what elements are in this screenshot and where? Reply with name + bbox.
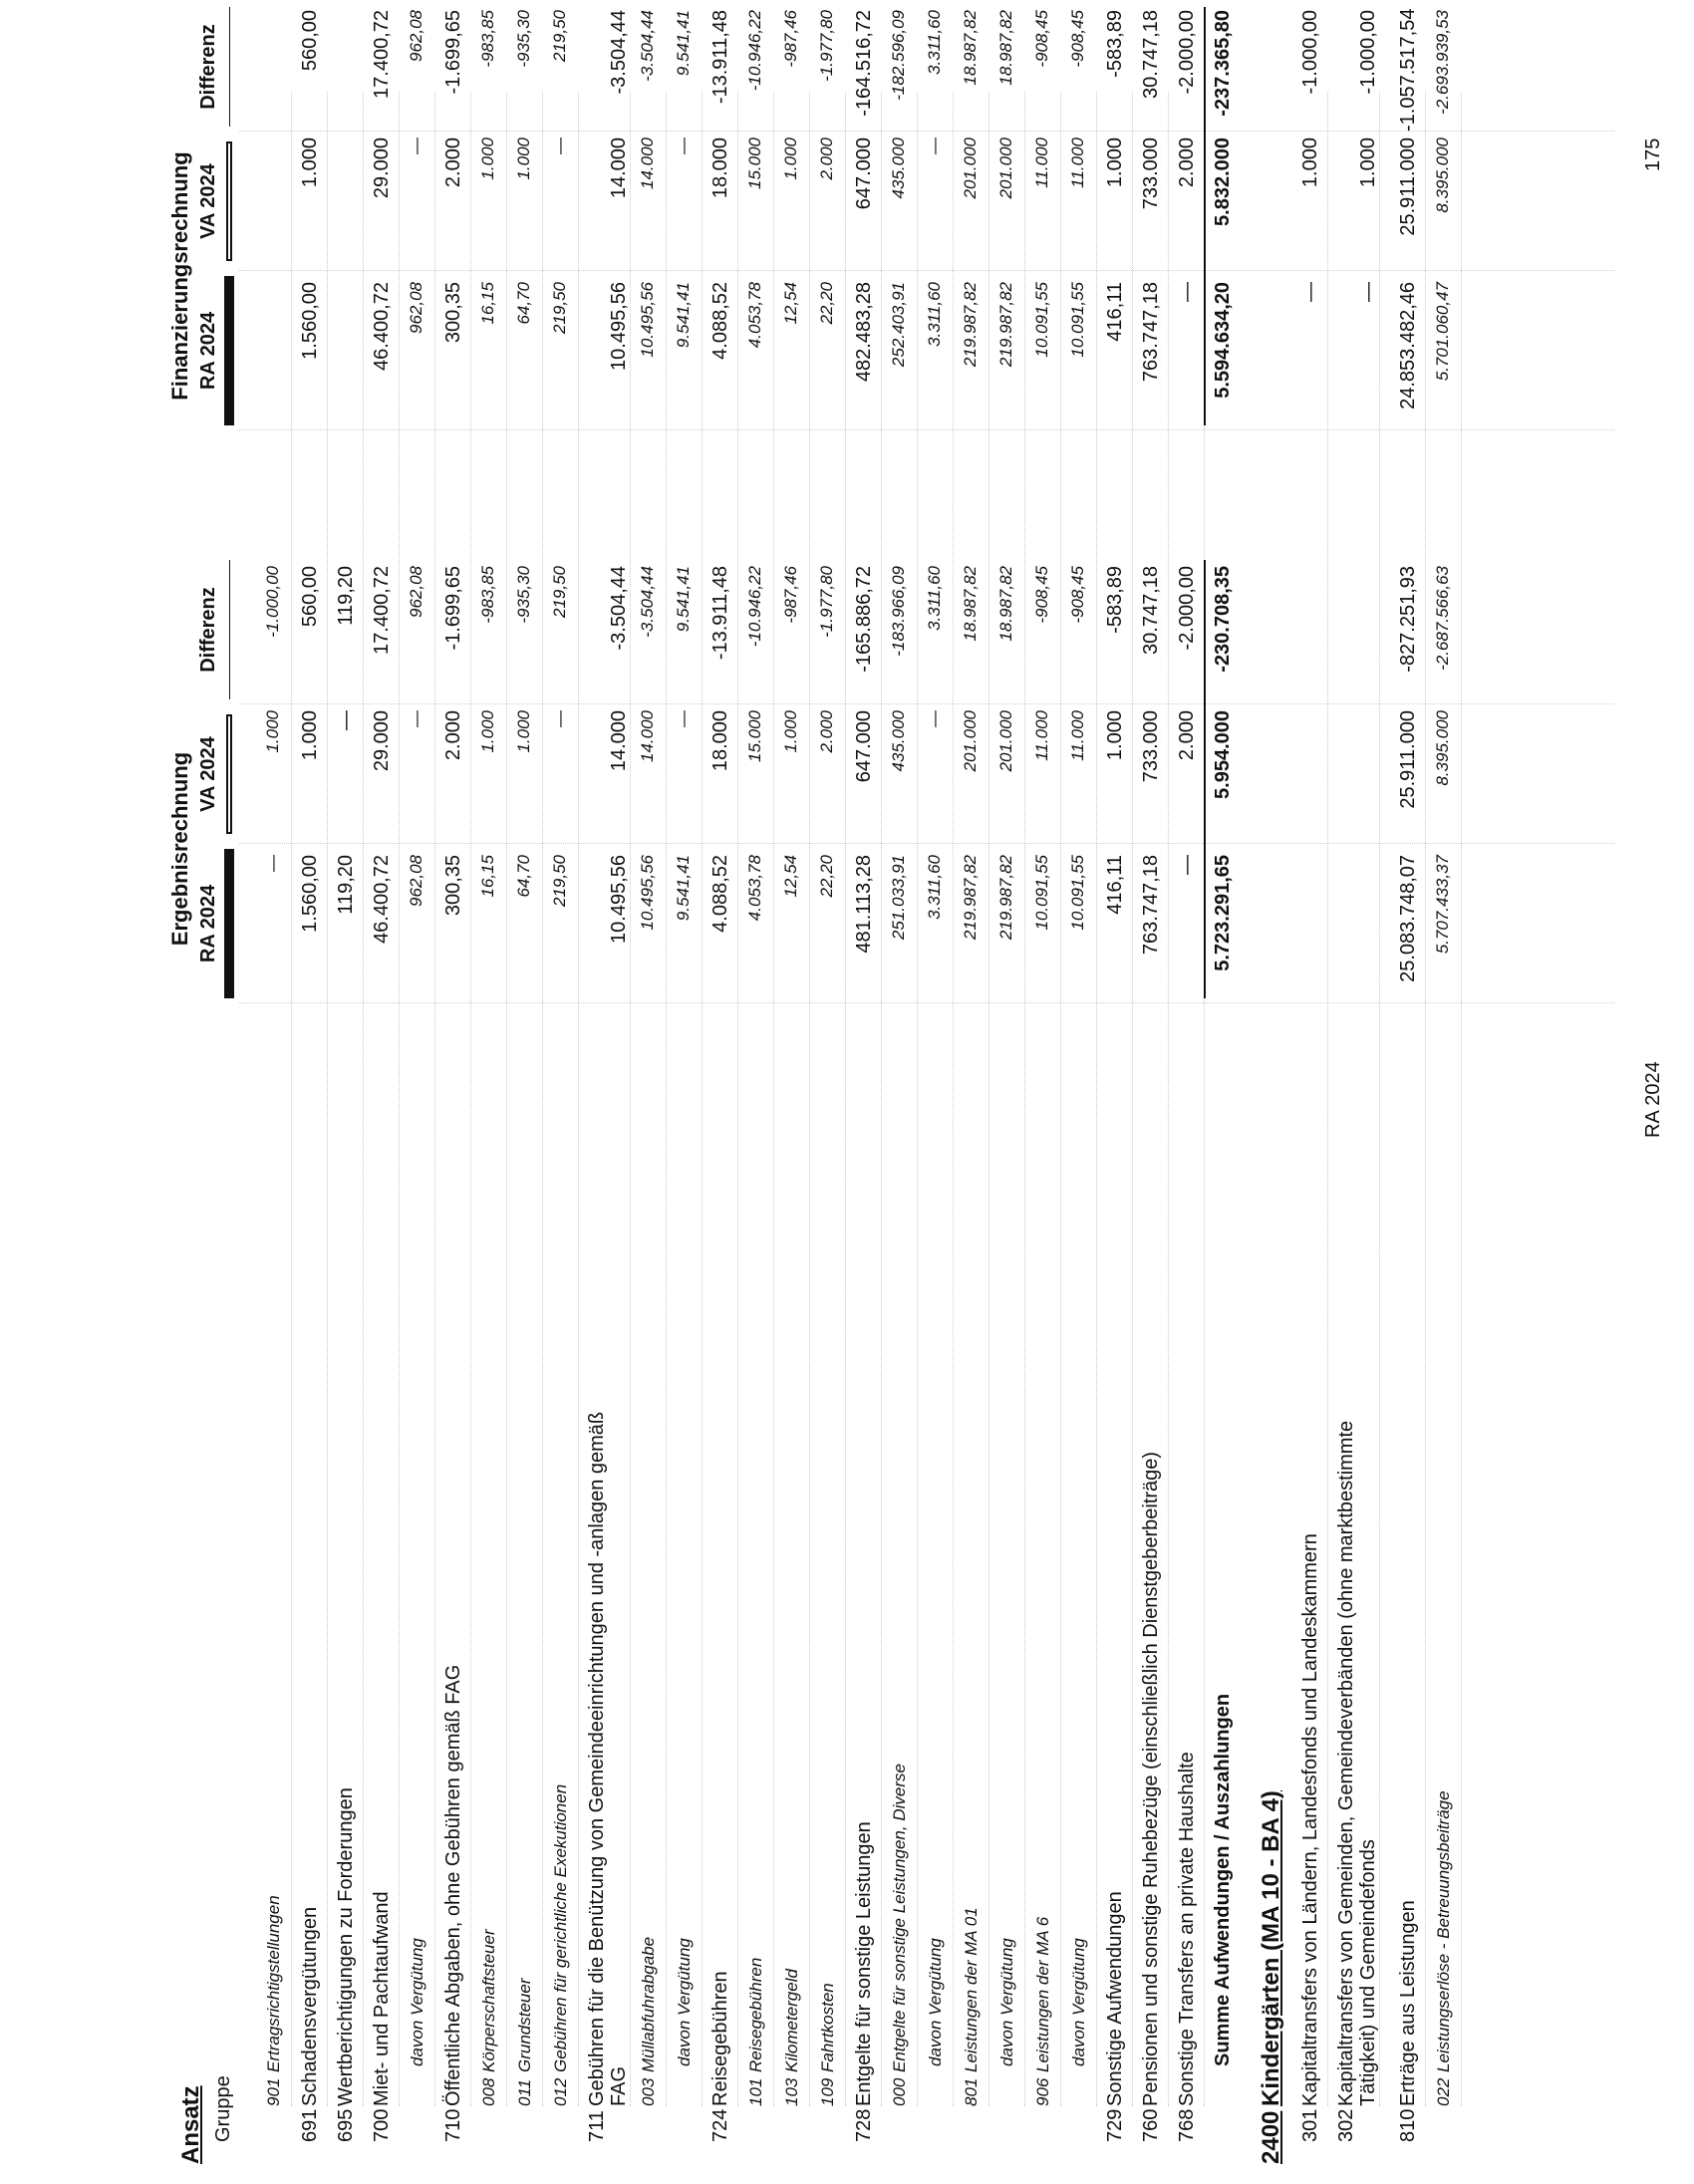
row-code: 768 [1176,2108,1198,2142]
f-diff-line [229,7,230,127]
ergebnis-diff-cell: -3.504,44 [608,566,630,651]
row-divider [988,92,989,2106]
finanzierung-header: Finanzierungsrechnung [167,151,192,401]
ergebnis-ra-cell: 416,11 [1104,855,1126,915]
row-label: Kapitaltransfers von Gemeinden, Gemeindeverbänden (ohne marktbestimmte [1335,1420,1357,2106]
finanz-va-cell: 1.000 [781,137,800,180]
finanz-diff-cell: 3.311,60 [925,10,944,75]
ergebnis-va-cell: 1.000 [514,710,533,753]
row-divider [1132,92,1133,2106]
ergebnis-ra-cell: 119,20 [335,855,357,915]
ergebnis-ra-cell: 25.083.748,07 [1397,855,1419,982]
finanz-va-cell: 733.000 [1140,137,1162,210]
ergebnis-diff-cell: -183.966,09 [889,566,908,657]
finanz-va-cell: 14.000 [638,137,657,189]
f-ra-bar [224,276,234,425]
finanz-diff-cell: -3.504,44 [608,10,630,95]
finanz-va-cell: 18.000 [709,137,731,199]
ergebnis-ra-cell: 10.091,55 [1032,855,1051,931]
finanz-diff-cell: 560,00 [299,10,321,72]
finanz-ra-cell: 5.594.634,20 [1212,282,1234,399]
finanz-diff-cell: -2.000,00 [1176,10,1198,95]
row-divider [845,92,846,2106]
ergebnis-diff-cell: -987,46 [781,566,800,624]
row-label: davon Vergütung [675,1938,694,2066]
finanz-va-cell: — [925,137,944,154]
finanz-diff-cell: -983,85 [478,10,497,68]
ergebnis-ra-cell: 219.987,82 [961,855,980,941]
finanz-ra-cell: 300,35 [442,282,464,344]
ergebnis-va-cell: — [674,710,693,727]
finanz-ra-cell: 219.987,82 [961,282,980,368]
ergebnis-va-cell: 14.000 [638,710,657,762]
finanz-ra-cell: — [1176,282,1198,302]
ergebnis-ra-cell: — [1176,855,1198,875]
finanz-va-cell: 2.000 [442,137,464,188]
row-divider [702,92,703,2106]
row-label: Kilometergeld [782,1969,801,2072]
finanz-ra-cell: 482.483,28 [853,282,875,383]
finanz-diff-cell: -1.000,00 [1299,10,1321,95]
row-code: 302 [1335,2108,1357,2142]
finanz-ra-cell: 10.091,55 [1032,282,1051,358]
ergebnis-va-cell: — [925,710,944,727]
ergebnis-va-cell: 1.000 [1104,710,1126,761]
ergebnis-diff-cell: 560,00 [299,566,321,628]
sep-1 [239,1002,1614,1003]
row-label-cont: Tätigkeit) und Gemeindefonds [1357,1839,1379,2106]
finanz-diff-cell: 9.541,41 [674,10,693,77]
row-label: Reisegebühren [709,1971,731,2106]
row-code: 695 [335,2108,357,2142]
finanz-va-cell: 1.000 [478,137,497,180]
ergebnis-diff-cell: -827.251,93 [1397,566,1419,673]
ergebnis-ra-cell: 4.053,78 [745,855,764,922]
finanz-va-cell: 11.000 [1032,137,1051,188]
finanz-ra-cell: 1.560,00 [299,282,321,360]
row-code: 301 [1299,2108,1321,2142]
section-code: 2400 [1258,2110,1284,2164]
ergebnis-va-cell: 647.000 [853,710,875,783]
ergebnis-ra-cell: 64,70 [514,855,533,898]
ergebnis-va-cell: — [407,710,425,727]
row-code: 724 [709,2108,731,2142]
ergebnis-diff-cell: -165.886,72 [853,566,875,673]
row-label: davon Vergütung [926,1938,945,2066]
e-col-ra: RA 2024 [197,884,219,963]
row-label: Gebühren für die Benützung von Gemeindeeinrichtungen und -anlagen gemäß [586,1411,608,2106]
ergebnis-diff-cell: -1.000,00 [263,566,282,638]
finanz-diff-cell: 18.987,82 [961,10,980,86]
ergebnis-diff-cell: 9.541,41 [674,566,693,633]
ergebnis-ra-cell: — [263,855,282,872]
row-subcode: 011 [515,2078,534,2106]
row-label: davon Vergütung [1069,1938,1088,2066]
ergebnis-diff-cell: 962,08 [407,566,425,618]
ergebnis-va-cell: 201.000 [961,710,980,772]
finanz-diff-cell: 17.400,72 [371,10,393,99]
finanz-va-cell: 1.000 [1357,137,1379,188]
row-divider [666,92,667,2106]
ergebnis-diff-cell: -1.977,80 [817,566,836,638]
row-label: Entgelte für sonstige Leistungen, Diverse [890,1764,909,2072]
ergebnis-va-cell: 11.000 [1032,710,1051,761]
ergebnis-diff-cell: 18.987,82 [961,566,980,642]
ergebnis-diff-cell: -230.708,35 [1212,566,1234,673]
row-label-cont: FAG [608,2065,630,2106]
finanz-diff-cell: 18.987,82 [996,10,1015,86]
ergebnis-ra-cell: 962,08 [407,855,425,907]
finanz-va-cell: 15.000 [745,137,764,189]
row-divider [399,92,400,2106]
row-divider [917,92,918,2106]
ergebnis-va-cell: 1.000 [781,710,800,753]
sep-4 [239,429,1614,430]
ergebnis-ra-cell: 46.400,72 [371,855,393,944]
row-label: Schadensvergütungen [299,1906,321,2106]
sum-label: Summe Aufwendungen / Auszahlungen [1212,1693,1234,2066]
finanz-va-cell: 1.000 [1104,137,1126,188]
ergebnis-ra-cell: 22,20 [817,855,836,898]
ergebnis-va-cell: 11.000 [1068,710,1087,761]
finanz-ra-cell: 24.853.482,46 [1397,282,1419,410]
finanz-va-cell: 2.000 [817,137,836,180]
finanz-diff-cell: -1.057.517,54 [1397,8,1419,132]
finanz-ra-cell: 10.091,55 [1068,282,1087,358]
finanz-diff-cell: -182.596,09 [889,10,908,101]
row-subcode: 008 [479,2077,498,2106]
ergebnis-va-cell: 15.000 [745,710,764,762]
row-divider [630,92,631,2106]
f-va-bar [226,141,232,261]
row-label: Ertragsrichtigstellungen [264,1895,283,2072]
row-label: Müllabfuhrabgabe [639,1936,658,2072]
row-divider [1379,92,1380,2106]
ergebnis-diff-cell: -3.504,44 [638,566,657,638]
finanz-va-cell: — [674,137,693,154]
ergebnis-ra-cell: 10.091,55 [1068,855,1087,931]
ergebnis-ra-cell: 12,54 [781,855,800,898]
ergebnis-diff-cell: -583,89 [1104,566,1126,634]
finanz-ra-cell: 219,50 [550,282,569,334]
finanz-diff-cell: -935,30 [514,10,533,68]
finanz-ra-cell: 12,54 [781,282,800,325]
row-code: 810 [1397,2108,1419,2142]
ergebnis-ra-cell: 300,35 [442,855,464,917]
ergebnis-diff-cell: 17.400,72 [371,566,393,655]
finanz-va-cell: 1.000 [299,137,321,188]
row-label: Grundsteuer [515,1978,534,2072]
ergebnis-diff-cell: -908,45 [1032,566,1051,624]
e-diff-line [229,560,230,699]
finanz-diff-cell: -10.946,22 [745,10,764,92]
finanz-va-cell: 25.911.000 [1397,137,1419,236]
row-divider [363,92,364,2106]
ergebnis-va-cell: 733.000 [1140,710,1162,783]
finanz-va-cell: 14.000 [608,137,630,199]
ergebnis-ra-cell: 3.311,60 [925,855,944,920]
row-label: Kapitaltransfers von Ländern, Landesfonds und Landeskammern [1299,1533,1321,2106]
finanz-diff-cell: 30.747,18 [1140,10,1162,99]
finanz-va-cell: 647.000 [853,137,875,210]
e-ra-bar [224,849,234,998]
row-divider [773,92,774,2106]
row-divider [327,92,328,2106]
ansatz-header: Ansatz [177,2085,204,2164]
ergebnis-va-cell: 14.000 [608,710,630,772]
ergebnis-diff-cell: -983,85 [478,566,497,624]
e-col-va: VA 2024 [197,736,219,812]
ergebnis-va-cell: 5.954.000 [1212,710,1234,799]
finanz-ra-cell: 763.747,18 [1140,282,1162,383]
ergebnis-diff-cell: -935,30 [514,566,533,624]
finanz-va-cell: 435.000 [889,137,908,199]
finanz-va-cell: — [550,137,569,154]
finanz-ra-cell: 3.311,60 [925,282,944,347]
row-divider [542,92,543,2106]
finanz-ra-cell: 64,70 [514,282,533,325]
row-divider [1327,92,1328,2106]
e-va-bar [226,714,232,834]
row-subcode: 012 [551,2077,570,2106]
finanz-diff-cell: 962,08 [407,10,425,62]
sum-rule-finanz [1204,7,1206,425]
finanz-va-cell: 29.000 [371,137,393,199]
finanz-ra-cell: — [1299,282,1321,302]
finanz-va-cell: — [407,137,425,154]
row-label: Leistungen der MA 6 [1033,1916,1052,2072]
ergebnis-ra-cell: 219.987,82 [996,855,1015,941]
row-divider [470,92,471,2106]
row-divider [1096,92,1097,2106]
row-code: 700 [371,2108,393,2142]
row-label: Leistungen der MA 01 [962,1907,981,2072]
row-divider [434,92,435,2106]
ergebnis-ra-cell: 10.495,56 [638,855,657,931]
row-label: Sonstige Transfers an private Haushalte [1176,1752,1198,2106]
finanz-diff-cell: -13.911,48 [709,10,731,105]
ergebnis-ra-cell: 16,15 [478,855,497,898]
row-divider [506,92,507,2106]
ergebnis-va-cell: 18.000 [709,710,731,772]
finanz-diff-cell: -987,46 [781,10,800,68]
finanz-ra-cell: 46.400,72 [371,282,393,371]
ergebnis-va-cell: 201.000 [996,710,1015,772]
finanz-ra-cell: 219.987,82 [996,282,1015,368]
finanz-va-cell: 201.000 [996,137,1015,199]
row-divider [809,92,810,2106]
ergebnis-va-cell: — [550,710,569,727]
ergebnis-ra-cell: 481.113,28 [853,855,875,954]
f-col-va: VA 2024 [197,163,219,239]
finanz-diff-cell: -1.977,80 [817,10,836,82]
finanz-ra-cell: 10.495,56 [638,282,657,358]
row-divider [291,92,292,2106]
ergebnis-diff-cell: 18.987,82 [996,566,1015,642]
ergebnis-ra-cell: 9.541,41 [674,855,693,922]
ergebnis-ra-cell: 251.033,91 [889,855,908,941]
ergebnis-va-cell: 1.000 [478,710,497,753]
row-subcode: 101 [746,2077,765,2106]
row-label: Öffentliche Abgaben, ohne Gebühren gemäß FAG [442,1664,464,2106]
finanz-ra-cell: 10.495,56 [608,282,630,371]
row-subcode: 003 [639,2077,658,2106]
row-divider [1168,92,1169,2106]
row-label: Erträge aus Leistungen [1397,1900,1419,2106]
row-subcode: 906 [1033,2077,1052,2106]
ergebnis-ra-cell: 1.560,00 [299,855,321,933]
finanz-va-cell: 2.000 [1176,137,1198,188]
row-label: Fahrtkosten [818,1983,837,2072]
ergebnis-va-cell: 2.000 [1176,710,1198,761]
row-divider [737,92,738,2106]
finanz-diff-cell: -3.504,44 [638,10,657,82]
finanz-diff-cell: -583,89 [1104,10,1126,78]
ergebnis-va-cell: 25.911.000 [1397,710,1419,809]
finanz-va-cell: 8.395.000 [1433,137,1452,213]
ergebnis-diff-cell: -13.911,48 [709,566,731,661]
ergebnis-diff-cell: -10.946,22 [745,566,764,648]
row-subcode: 109 [818,2077,837,2106]
finanz-va-cell: 1.000 [514,137,533,180]
finanz-va-cell: 5.832.000 [1212,137,1234,226]
finanz-ra-cell: 4.088,52 [709,282,731,360]
row-label: davon Vergütung [408,1938,426,2066]
finanz-diff-cell: -1.000,00 [1357,10,1379,95]
row-code: 711 [586,2110,608,2142]
row-label: Pensionen und sonstige Ruhebezüge (einschließlich Dienstgeberbeiträge) [1140,1451,1162,2106]
row-divider [953,92,954,2106]
ergebnis-diff-cell: 119,20 [335,566,357,626]
row-divider [1024,92,1025,2106]
finanz-diff-cell: -1.699,65 [442,10,464,95]
row-code: 729 [1104,2108,1126,2142]
ergebnis-va-cell: 2.000 [817,710,836,753]
ergebnis-diff-cell: -1.699,65 [442,566,464,651]
row-subcode: 000 [890,2077,909,2106]
ergebnis-va-cell: 1.000 [263,710,282,753]
finanz-va-cell: 1.000 [1299,137,1321,188]
f-col-ra: RA 2024 [197,311,219,391]
ergebnis-va-cell: 435.000 [889,710,908,772]
finanz-ra-cell: — [1357,282,1379,302]
f-col-diff: Differenz [197,24,219,110]
finanz-ra-cell: 4.053,78 [745,282,764,349]
ergebnis-diff-cell: 30.747,18 [1140,566,1162,655]
ergebnis-ra-cell: 4.088,52 [709,855,731,933]
ergebnis-ra-cell: 219,50 [550,855,569,907]
row-label: Miet- und Pachtaufwand [371,1891,393,2106]
finanz-diff-cell: -237.365,80 [1212,10,1234,117]
row-label: Leistungserlöse - Betreuungsbeiträge [1434,1790,1453,2072]
row-label: Wertberichtigungen zu Forderungen [335,1787,357,2106]
ergebnis-diff-cell: -2.687.566,63 [1433,566,1452,671]
row-label: Körperschaftsteuer [479,1929,498,2072]
ergebnis-header: Ergebnisrechnung [167,751,192,947]
row-label: Gebühren für gerichtliche Exekutionen [551,1783,570,2072]
row-code: 728 [853,2108,875,2142]
row-subcode: 022 [1434,2077,1453,2106]
ergebnis-ra-cell: 10.495,56 [608,855,630,944]
row-divider [578,92,579,2106]
finanz-ra-cell: 9.541,41 [674,282,693,349]
row-subcode: 901 [264,2077,283,2106]
ergebnis-va-cell: 2.000 [442,710,464,761]
finanz-diff-cell: -908,45 [1068,10,1087,68]
finanz-diff-cell: -908,45 [1032,10,1051,68]
gruppe-header: Gruppe [212,2075,234,2142]
finanz-diff-cell: -164.516,72 [853,10,875,117]
ergebnis-diff-cell: -2.000,00 [1176,566,1198,651]
row-label: davon Vergütung [997,1938,1016,2066]
ergebnis-ra-cell: 5.723.291,65 [1212,855,1234,971]
ergebnis-ra-cell: 5.707.433,37 [1433,855,1452,955]
sep-3 [239,703,1614,704]
ergebnis-va-cell: — [335,710,357,730]
row-label: Entgelte für sonstige Leistungen [853,1821,875,2106]
ergebnis-diff-cell: -908,45 [1068,566,1087,624]
finanz-va-cell: 11.000 [1068,137,1087,188]
row-code: 710 [442,2108,464,2142]
row-code: 691 [299,2108,321,2142]
ergebnis-ra-cell: 763.747,18 [1140,855,1162,956]
finanz-va-cell: 201.000 [961,137,980,199]
finanz-diff-cell: -2.693.939,53 [1433,10,1452,115]
row-divider [881,92,882,2106]
ergebnis-va-cell: 29.000 [371,710,393,772]
page-number: 175 [1642,137,1664,171]
footer-report: RA 2024 [1642,1061,1664,1138]
finanz-ra-cell: 22,20 [817,282,836,325]
e-col-diff: Differenz [197,587,219,673]
row-divider [1461,92,1462,2106]
sum-rule-ergebnis [1204,560,1206,998]
row-divider [1060,92,1061,2106]
row-label: Reisegebühren [746,1957,765,2072]
row-subcode: 103 [782,2077,801,2106]
finanz-ra-cell: 252.403,91 [889,282,908,368]
section-title: Kindergärten (MA 10 - BA 4) [1258,1790,1284,2106]
finanz-ra-cell: 962,08 [407,282,425,334]
ergebnis-va-cell: 1.000 [299,710,321,761]
row-label: Sonstige Aufwendungen [1104,1891,1126,2106]
finanz-ra-cell: 16,15 [478,282,497,325]
row-divider [1425,92,1426,2106]
ergebnis-diff-cell: 219,50 [550,566,569,618]
finanz-ra-cell: 5.701.060,47 [1433,282,1452,382]
finanz-ra-cell: 416,11 [1104,282,1126,342]
ergebnis-va-cell: 8.395.000 [1433,710,1452,786]
ergebnis-diff-cell: 3.311,60 [925,566,944,631]
row-subcode: 801 [962,2077,981,2106]
finanz-diff-cell: 219,50 [550,10,569,62]
row-code: 760 [1140,2108,1162,2142]
